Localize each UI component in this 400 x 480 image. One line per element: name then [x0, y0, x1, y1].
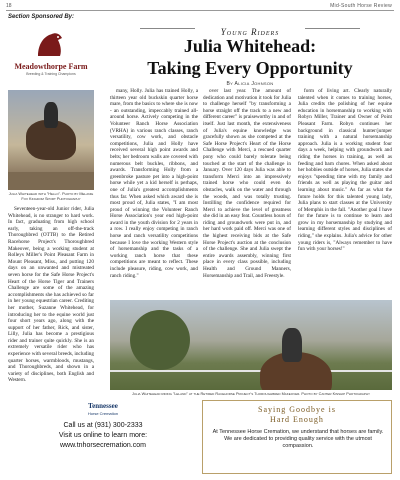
section-heading — [140, 22, 360, 36]
tn-website-link[interactable]: www.tnhorsecremation.com — [60, 442, 146, 449]
publication-name: Mid-South Horse Review — [330, 3, 392, 9]
section-rule-right — [305, 28, 360, 29]
ad-headline-line1: Saying Goodbye is — [258, 405, 336, 414]
column-1-text: Seventeen-year-old Junior rider, Julia Whitehead, is no stranger to hard work. In fact, graduating from high school early, taking an off-the-track Thoroughbred (OTTB) to the Retired Racehorse Project's Thoroughbred Makeover, being a working student at Rolleys Miller's Point Pleasant Farm in Mount Pleasant, Miss., and putting 120 days on an unwanted and mistreated seven horse for the Safe Horse Project's Heart of the Horse Tiger and Trainers Challenge are some of the amazing accomplishments she has achieved so far in her young equestrian career. Crediting her mother, Suzanne Whitehead, for introducing her to the equine world just four short years ago, along with the support of her father, Rick, and sister, Lilly, Julia has become a prestigious rider and trainer quite quickly. She is an extremely versatile rider who has experience with several breeds, including quarter horses, warmbloods, mustangs, and Thoroughbreds, and shown in a variety of disciplines, both English and Western. — [8, 206, 94, 384]
article-title-line2: Taking Every Opportunity — [147, 58, 353, 78]
article-title-line1: Julia Whitehead: — [183, 36, 317, 56]
page-number: 18 — [6, 3, 12, 9]
ad-tennessee-horse-cremation[interactable] — [8, 400, 198, 474]
article-column-3 — [203, 88, 291, 296]
header-rule — [6, 10, 394, 11]
ad-headline-line2: Hard Enough — [270, 415, 324, 424]
tn-logo-name: Tennessee — [88, 402, 118, 410]
ad-saying-goodbye[interactable] — [202, 400, 392, 474]
section-rule-left — [140, 28, 195, 29]
column-4-text: form of living art. Clearly naturally talented when it comes to training horses, Julia credits the polishing of her equine education in horsemanship to working with Robyn Miller, Trainer and Owner of Point Pleasant Farm. Robyn continues her background in classical hunter/jumper training with a natural horsemanship approach. Julia is a working student four days a week, helping with groundwork and riding the horses in training, as well as feeding and barn chores. When asked about her hobbies outside of horses, Julia states she enjoys "spending time with my family and friends as well as playing the guitar and learning about music." As far as what the future holds for this talented young lady, Julia plans to start classes at the University of Memphis in the fall. "Another goal I have for the future is to continue to learn and grow in my horsemanship by studying and learning different styles and disciplines of riding," she explains. Julia's advice for other young riders is, "Always remember to have fun with your horses!" — [298, 88, 392, 253]
photo1-caption: Julia Whitehead with "Hello". Photo by Melanie Fox Kingdom Sport Photography — [8, 192, 94, 201]
photo-julia-with-hello — [8, 90, 94, 190]
tn-logo-sub: Horse Cremation — [87, 411, 119, 416]
section-heading-text: Young Riders — [220, 27, 280, 37]
horse-logo-icon — [8, 26, 94, 62]
sponsor-name: Meadowthorpe Farm — [14, 62, 88, 71]
sponsor-tagline: Breeding & Training Champions — [26, 72, 76, 76]
article-byline: By Alicia Johnson — [226, 81, 274, 87]
ad-body-text: At Tennessee Horse Cremation, we understand that horses are family. We are dedicated to providing quality service with the utmost compassion. — [212, 429, 384, 449]
tn-phone: Call us at (931) 300-2333 — [63, 422, 143, 429]
article-column-4 — [298, 88, 392, 296]
photo-julia-riding-leland — [110, 300, 392, 390]
column-2-text: many, Holly. Julia has trained Holly, a thirteen year old buckskin quarter horse mare, from the basics to where she is now - an outstanding, impeccably trained all-around horse. Actively competing in the Volunteer Ranch Horse Association (VRHA) in various ranch classes, ranch versatility, cow work, and obstacle competitions, Julia and Holly have received several high point awards and belts; her bedroom walls are covered with numerous belt buckles, ribbons, and awards. Transforming Holly from a greenbroke pasture pet into a high-point horse while yet a kid herself is perhaps, one of Julia's greatest accomplishments thus far. When asked which award she is most proud of, Julia states, "I am most proud of winning the Volunteer Ranch Horse Association's year end high-point award in the youth division for 2 years in a row. I really enjoy competing in ranch horse and ranch versatility competitions because I love the working Western style of horsemanship and the tasks of a working ranch horse that these competitions are meant to reflect. These include pleasure, riding, cow work, and ranch riding." — [110, 88, 198, 279]
photo2-caption: Julia Whitehead riding "Leland" at the Retired Racehorse Project's Thoroughbred Makeover. Photo by Canter Kinship Photography — [131, 392, 371, 396]
column-3-text: over last year. The amount of dedication and motivation it took for Julia to challenge herself "by transforming a horse straight off the track to a new and different career" is praiseworthy in and of itself. Just last month, the extensiveness of Julia's equine knowledge was gracefully shown as she competed at the Safe Horse Project's Heart of the Horse Challenge with Merci, a rescued quarter pony who could barely tolerate being touched at the start of the challenge in January. Over 120 days Julia was able to transform Merci into an impressively trained horse who could even do obstacles, walk on the water and through the woods, and was totally trusting. Instilling the confidence required for Merci to achieve the level of greatness she did in an easy feat. Countless hours of riding and groundwork were put in, and her hard work paid off. Merci was one of the highest receiving bids at the Safe Horse Project's auction at the conclusion of the challenge. She and Julia swept the entire awards assembly, winning first place in every class possible, including Health and Ground Manners, Horsemanship and Trail, and Freestyle. — [203, 88, 291, 279]
article-column-2 — [110, 88, 198, 296]
sponsor-logo — [8, 26, 94, 84]
tn-web-prompt: Visit us online to learn more: — [58, 432, 148, 439]
section-sponsor-label: Section Sponsored By: — [8, 14, 75, 20]
